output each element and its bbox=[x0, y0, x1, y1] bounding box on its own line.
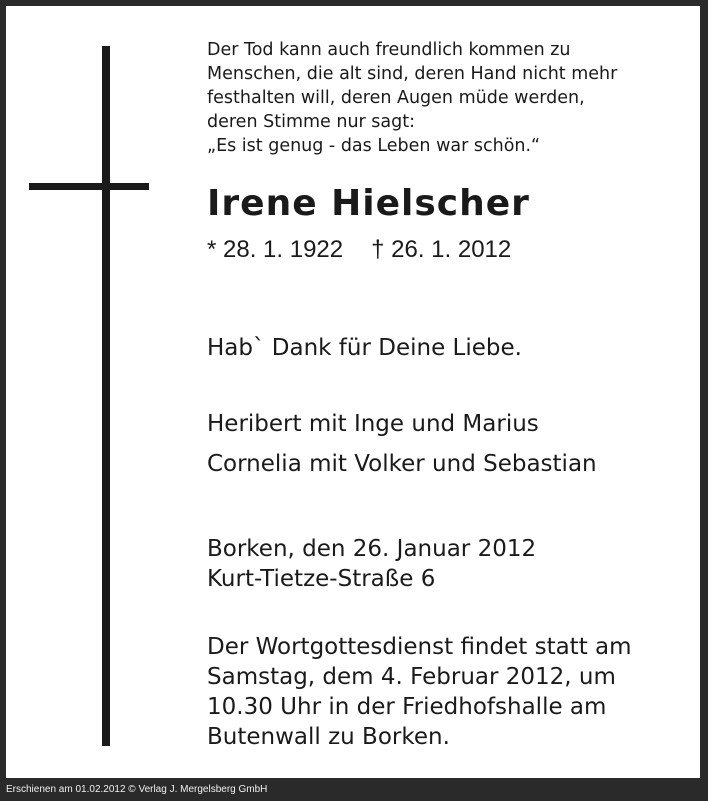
place-and-date bbox=[207, 534, 687, 594]
thanks-text: Hab` Dank für Deine Liebe. bbox=[207, 335, 522, 361]
mourner-line: Cornelia mit Volker und Sebastian bbox=[207, 451, 597, 477]
service-line: 10.30 Uhr in der Friedhofshalle am bbox=[207, 694, 607, 720]
deceased-name: Irene Hielscher bbox=[207, 183, 530, 224]
obituary-notice bbox=[6, 6, 700, 778]
death-date: † 26. 1. 2012 bbox=[371, 236, 512, 263]
birth-date: * 28. 1. 1922 bbox=[207, 236, 344, 263]
thanks-line bbox=[207, 332, 687, 364]
poem bbox=[207, 38, 687, 158]
service-line: Der Wortgottesdienst findet statt am bbox=[207, 634, 632, 660]
service-line: Samstag, dem 4. Februar 2012, um bbox=[207, 664, 616, 690]
life-dates bbox=[207, 236, 511, 264]
poem-line: festhalten will, deren Augen müde werden, bbox=[207, 88, 585, 108]
poem-line: deren Stimme nur sagt: bbox=[207, 112, 416, 132]
cross-icon-crossbar bbox=[29, 183, 149, 190]
poem-line: Menschen, die alt sind, deren Hand nicht mehr bbox=[207, 64, 618, 84]
publication-footer: Erschienen am 01.02.2012 © Verlag J. Mergelsberg GmbH bbox=[6, 784, 268, 795]
service-info bbox=[207, 632, 687, 752]
place-date-line: Borken, den 26. Januar 2012 bbox=[207, 536, 537, 562]
mourner-line: Heribert mit Inge und Marius bbox=[207, 411, 539, 437]
poem-line: Der Tod kann auch freundlich kommen zu bbox=[207, 40, 571, 60]
poem-line: „Es ist genug - das Leben war schön.“ bbox=[207, 136, 541, 156]
cross-icon bbox=[102, 46, 110, 746]
mourners bbox=[207, 404, 687, 484]
address-line: Kurt-Tietze-Straße 6 bbox=[207, 566, 436, 592]
service-line: Butenwall zu Borken. bbox=[207, 724, 450, 750]
